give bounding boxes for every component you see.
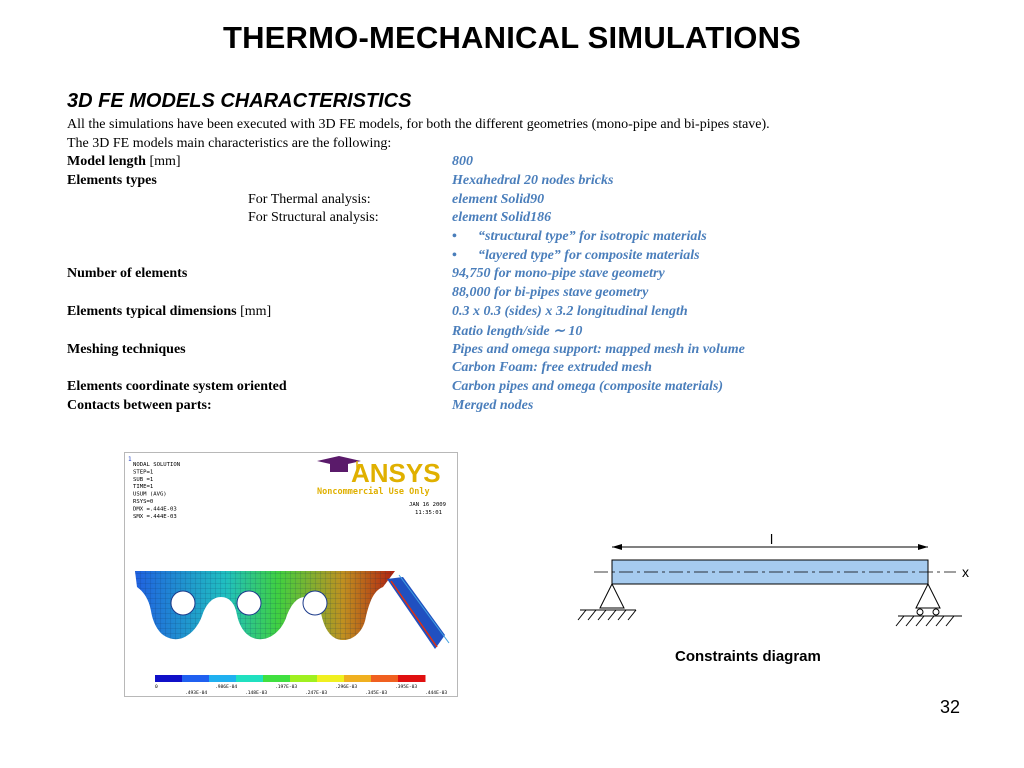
contacts-label: Contacts between parts: xyxy=(67,398,212,413)
legend-label: .345E-03 xyxy=(365,691,388,696)
bullet-layered-type: • “layered type” for composite materials xyxy=(452,248,700,263)
length-label: l xyxy=(770,531,774,547)
color-legend xyxy=(155,675,426,682)
thermal-analysis-label: For Thermal analysis: xyxy=(248,192,371,207)
contacts-value: Merged nodes xyxy=(452,398,534,413)
roller-support-icon xyxy=(896,584,962,626)
legend-swatch xyxy=(290,675,318,682)
ansys-time: 11:35:01 xyxy=(415,510,442,516)
legend-swatch xyxy=(155,675,183,682)
legend-swatch xyxy=(398,675,426,682)
number-of-elements-label: Number of elements xyxy=(67,266,188,281)
constraints-diagram-caption: Constraints diagram xyxy=(675,648,821,665)
intro-line-2: The 3D FE models main characteristics are the following: xyxy=(67,136,392,151)
legend-label: .197E-03 xyxy=(275,685,298,690)
thermal-analysis-value: element Solid90 xyxy=(452,192,545,207)
arrow-left-icon xyxy=(612,544,622,550)
bullet-dot: • xyxy=(452,229,457,244)
ansys-date: JAN 16 2009 xyxy=(409,502,447,508)
legend-label: .493E-04 xyxy=(185,691,208,696)
number-of-elements-mono: 94,750 for mono-pipe stave geometry xyxy=(452,266,665,281)
model-length-value: 800 xyxy=(452,154,473,169)
ansys-result-image xyxy=(124,452,458,697)
number-of-elements-bi: 88,000 for bi-pipes stave geometry xyxy=(452,285,649,300)
pin-support-icon xyxy=(578,584,636,620)
legend-label: .444E-03 xyxy=(425,691,448,696)
coordinate-system-value: Carbon pipes and omega (composite materials) xyxy=(452,379,724,394)
arrow-right-icon xyxy=(918,544,928,550)
ansys-info-line: USUM (AVG) xyxy=(133,491,167,498)
constraints-diagram xyxy=(572,530,972,630)
elements-types-value: Hexahedral 20 nodes bricks xyxy=(452,173,614,188)
legend-label: .395E-03 xyxy=(395,685,418,690)
ansys-logo-text: ANSYS xyxy=(351,458,441,488)
bullet-structural-type: • “structural type” for isotropic materials xyxy=(452,229,707,244)
bullet-dot: • xyxy=(452,248,457,263)
coordinate-system-label: Elements coordinate system oriented xyxy=(67,379,287,394)
structural-analysis-value: element Solid186 xyxy=(452,210,552,225)
legend-label: .247E-03 xyxy=(305,691,328,696)
ratio-value: Ratio length/side ∼ 10 xyxy=(452,324,583,339)
ansys-info-line: RSYS=0 xyxy=(133,499,154,505)
page-number: 32 xyxy=(940,697,961,717)
legend-label: .296E-03 xyxy=(335,685,358,690)
legend-swatch xyxy=(182,675,210,682)
legend-label: 0 xyxy=(155,685,158,690)
noncommercial-label: Noncommercial Use Only xyxy=(317,487,430,497)
legend-swatch xyxy=(317,675,345,682)
dimensions-label: Elements typical dimensions [mm] xyxy=(67,304,272,319)
section-heading: 3D FE MODELS CHARACTERISTICS xyxy=(67,90,412,112)
ansys-info-line: SUB =1 xyxy=(133,476,154,483)
ansys-info-line: NODAL SOLUTION xyxy=(133,462,181,468)
legend-label: .148E-03 xyxy=(245,691,268,696)
structural-analysis-label: For Structural analysis: xyxy=(248,210,379,225)
meshing-value-foam: Carbon Foam: free extruded mesh xyxy=(452,360,652,375)
meshing-label: Meshing techniques xyxy=(67,342,186,357)
ansys-info-line: DMX =.444E-03 xyxy=(133,506,177,513)
slide-title: THERMO-MECHANICAL SIMULATIONS xyxy=(222,20,802,55)
dimensions-value: 0.3 x 0.3 (sides) x 3.2 longitudinal length xyxy=(452,304,688,319)
legend-swatch xyxy=(236,675,264,682)
ansys-info-line: SMX =.444E-03 xyxy=(133,513,177,520)
model-length-label: Model length [mm] xyxy=(67,154,181,169)
meshing-value-pipes: Pipes and omega support: mapped mesh in volume xyxy=(452,342,745,357)
legend-swatch xyxy=(209,675,237,682)
x-axis-label: x xyxy=(962,564,969,580)
intro-line-1: All the simulations have been executed with 3D FE models, for both the different geometries (mono-pipe and bi-pipes stave). xyxy=(67,117,770,132)
legend-swatch xyxy=(263,675,291,682)
ansys-info-line: TIME=1 xyxy=(133,484,154,491)
legend-label: .986E-04 xyxy=(215,685,238,690)
legend-swatch xyxy=(344,675,372,682)
ansys-info-line: STEP=1 xyxy=(133,469,154,476)
ansys-index: 1 xyxy=(128,456,132,463)
legend-swatch xyxy=(371,675,399,682)
ansys-plot xyxy=(125,453,457,696)
ansys-logo xyxy=(317,456,441,488)
stave-mesh-model xyxy=(135,571,449,649)
elements-types-label: Elements types xyxy=(67,173,157,188)
